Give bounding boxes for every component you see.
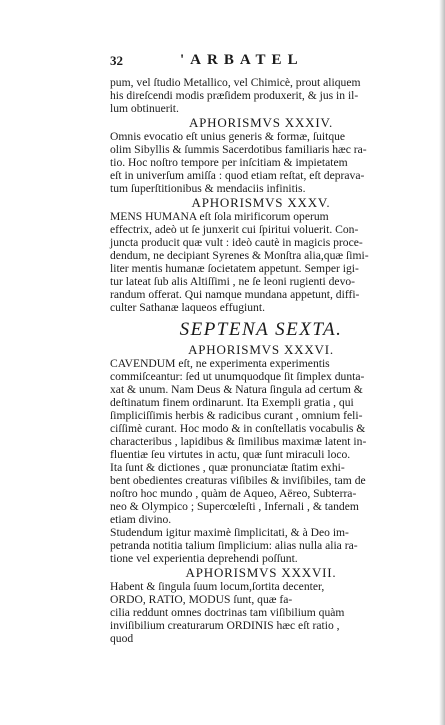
- text-column: [110, 76, 412, 645]
- text-line: ciſſimè curant. Hoc modo & in conſtellatis vocabulis &: [110, 422, 366, 435]
- running-head: 'ARBATEL: [180, 52, 304, 68]
- text-line: tum ſuperſtitionibus & mendaciis infinitis.: [110, 182, 306, 195]
- page-number: 32: [110, 53, 123, 68]
- text-line: tio. Hoc noſtro tempore per inſcitiam & impietatem: [110, 156, 348, 169]
- text-line: noſtro hoc mundo , quàm de Aqueo, Aëreo, Subterra-: [110, 487, 357, 500]
- text-line: tur lateat ſub alis Altiſſimi , ne ſe leoni rugienti devo-: [110, 275, 356, 288]
- text-line: neo & Olympico ; Supercœleſti , Infernali , & tandem: [110, 500, 359, 513]
- text-line: deſtinatum finem ordinarunt. Ita Exempli gratia , qui: [110, 396, 354, 409]
- text-line: effectrix, adeò ut ſe junxerit cui ſpiritui voluerit. Con-: [110, 223, 359, 236]
- text-line: etiam divino.: [110, 513, 172, 526]
- section-heading: SEPTENA SEXTA.: [179, 319, 343, 340]
- text-line: Omnis evocatio eſt unius generis & formæ, ſuitque: [110, 130, 346, 143]
- text-line: dendum, ne decipiant Syrenes & Monſtra alia,quæ ſimi-: [110, 249, 369, 262]
- text-line: his direſcendi modis præſidem produxerit, & jus in il-: [110, 89, 359, 102]
- text-line: Ita ſunt & dictiones , quæ pronunciatæ ſtatim exhi-: [110, 461, 345, 474]
- text-line: commiſceantur: ſed ut unumquodque ſit ſimplex dunta-: [110, 370, 365, 383]
- aphorism-heading: APHORISMVS XXXVI.: [188, 342, 334, 357]
- text-line: petranda notitia talium ſimplicium: alias nulla alia ra-: [110, 539, 358, 552]
- aphorism-heading: APHORISMVS XXXVII.: [185, 565, 337, 580]
- text-line: randum offerat. Qui namque mundana appetunt, diffi-: [110, 288, 360, 301]
- text-line: Studendum igitur maximè ſimplicitati, & à Deo im-: [110, 526, 349, 539]
- page-edge-shadow: [439, 0, 445, 725]
- text-line: inviſibilium creaturarum ORDINIS hæc eſt ratio ,: [110, 619, 340, 632]
- text-line: juncta producit quæ vult : ideò cautè in magicis proce-: [110, 236, 363, 249]
- text-line: fluentiæ ſeu virtutes in actu, quæ ſunt miraculi loco.: [110, 448, 351, 461]
- text-line: culter Sathanæ laqueos effugiunt.: [110, 301, 265, 314]
- text-line: xat & unum. Nam Deus & Natura ſingula ad certum &: [110, 383, 363, 396]
- text-line: MENS HUMANA eſt ſola mirificorum operum: [110, 210, 329, 223]
- aphorism-heading: APHORISMVS XXXIV.: [188, 115, 334, 130]
- text-line: bent obedientes creaturas viſibiles & inviſibiles, tam de: [110, 474, 366, 487]
- aphorism-heading: APHORISMVS XXXV.: [191, 195, 331, 210]
- text-line: lum obtinuerit.: [110, 102, 179, 115]
- text-line: eſt in univerſum amiſſa : quod etiam reſtat, eſt deprava-: [110, 169, 365, 182]
- text-line: liter mentis humanæ ſocietatem appetunt. Semper igi-: [110, 262, 359, 275]
- text-line: cilia reddunt omnes doctrinas tam viſibilium quàm: [110, 606, 345, 619]
- text-line: CAVENDUM eſt, ne experimenta experimentis: [110, 357, 330, 370]
- text-line: ORDO, RATIO, MODUS ſunt, quæ fa-: [110, 593, 293, 606]
- text-line: characteribus , lapidibus & ſimilibus maximæ latent in-: [110, 435, 367, 448]
- page-header: [110, 53, 410, 73]
- text-line: ſimpliciſſimis herbis & radicibus curant , omnium feli-: [110, 409, 363, 422]
- text-line: quod: [110, 632, 134, 645]
- text-line: tione vel experientia deprehendi poſſunt.: [110, 552, 298, 565]
- text-line: Habent & ſingula ſuum locum,ſortita decenter,: [110, 580, 325, 593]
- text-line: olim Sibyllis & ſummis Sacerdotibus familiaris hæc ra-: [110, 143, 367, 156]
- text-line: pum, vel ſtudio Metallico, vel Chimicè, prout aliquem: [110, 76, 361, 89]
